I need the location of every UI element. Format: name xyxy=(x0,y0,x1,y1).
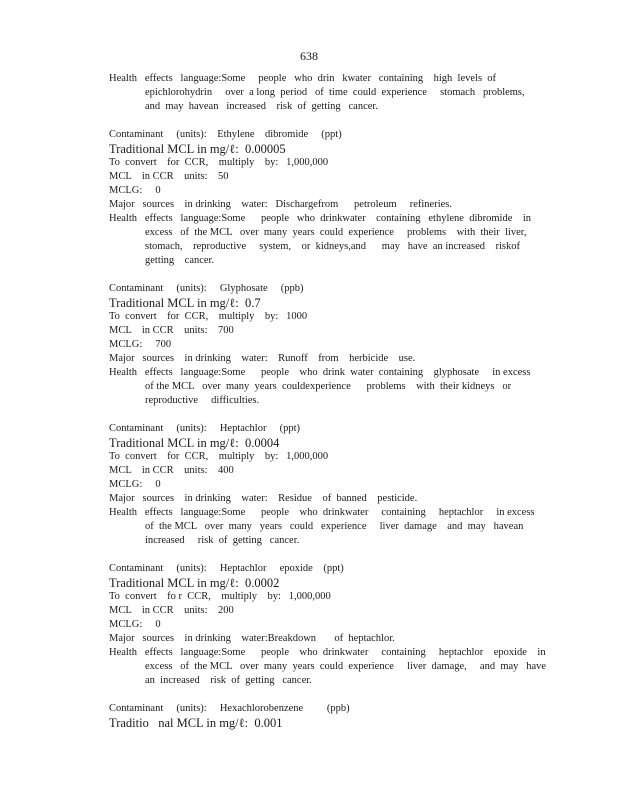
health-line: excess of the MCL over many years could experience liver damage, and may have xyxy=(145,661,547,672)
major-sources: Major sources in drinking water: Runoff from herbicide use. xyxy=(109,353,416,364)
contaminant-hexachlorobenzene xyxy=(109,702,549,730)
contaminant-name: Contaminant (units): Heptachlor epoxide (ppt) xyxy=(109,563,344,574)
contaminant-ethylene-dibromide xyxy=(109,128,549,268)
health-line: of the MCL over many years couldexperience problems with their kidneys or xyxy=(145,381,512,392)
convert-factor: To convert for CCR, multiply by: 1000 xyxy=(109,311,308,322)
mclg: MCLG: 0 xyxy=(109,479,161,490)
health-line: increased risk of getting cancer. xyxy=(145,535,300,546)
health-line: reproductive difficulties. xyxy=(145,395,260,406)
contaminant-glyphosate xyxy=(109,282,549,408)
contaminant-name: Contaminant (units): Ethylene dibromide (ppt) xyxy=(109,129,342,140)
mclg: MCLG: 0 xyxy=(109,185,161,196)
health-line: Health effects language:Some people who drin kwater containing high levels of xyxy=(109,73,497,84)
contaminant-heptachlor-epoxide xyxy=(109,562,549,688)
mclg: MCLG: 700 xyxy=(109,339,172,350)
contaminant-name: Contaminant (units): Glyphosate (ppb) xyxy=(109,283,304,294)
mcl-ccr-units: MCL in CCR units: 200 xyxy=(109,605,234,616)
health-line: stomach, reproductive system, or kidneys,and may have an increased riskof xyxy=(145,241,520,252)
document-body xyxy=(109,72,549,730)
mcl-ccr-units: MCL in CCR units: 700 xyxy=(109,325,234,336)
traditional-mcl: Traditional MCL in mg/ℓ: 0.0004 xyxy=(109,436,280,450)
health-line: epichlorohydrin over a long period of time could experience stomach problems, xyxy=(145,87,525,98)
convert-factor: To convert for CCR, multiply by: 1,000,000 xyxy=(109,451,329,462)
mcl-ccr-units: MCL in CCR units: 400 xyxy=(109,465,234,476)
health-line: Health effects language:Some people who drink water containing glyphosate in excess xyxy=(109,367,531,378)
traditional-mcl: Traditional MCL in mg/ℓ: 0.7 xyxy=(109,296,261,310)
contaminant-name: Contaminant (units): Heptachlor (ppt) xyxy=(109,423,301,434)
mcl-ccr-units: MCL in CCR units: 50 xyxy=(109,171,229,182)
health-line: and may havean increased risk of getting cancer. xyxy=(145,101,378,112)
convert-factor: To convert fo r CCR, multiply by: 1,000,000 xyxy=(109,591,331,602)
traditional-mcl: Traditional MCL in mg/ℓ: 0.00005 xyxy=(109,142,286,156)
major-sources: Major sources in drinking water: Dischargefrom petroleum refineries. xyxy=(109,199,453,210)
health-line: Health effects language:Some people who drinkwater containing heptachlor in excess xyxy=(109,507,535,518)
health-line: Health effects language:Some people who drinkwater containing ethylene dibromide in xyxy=(109,213,532,224)
health-effects-epichlorohydrin xyxy=(109,72,549,114)
mclg: MCLG: 0 xyxy=(109,619,161,630)
health-line: of the MCL over many years could experience liver damage and may havean xyxy=(145,521,524,532)
traditional-mcl: Traditional MCL in mg/ℓ: 0.0002 xyxy=(109,576,280,590)
traditional-mcl: Traditio nal MCL in mg/ℓ: 0.001 xyxy=(109,716,283,730)
major-sources: Major sources in drinking water: Residue of banned pesticide. xyxy=(109,493,418,504)
health-line: Health effects language:Some people who drinkwater containing heptachlor epoxide in xyxy=(109,647,546,658)
contaminant-heptachlor xyxy=(109,422,549,548)
page-number: 638 xyxy=(300,49,318,63)
health-line: getting cancer. xyxy=(145,255,215,266)
health-line: an increased risk of getting cancer. xyxy=(145,675,312,686)
health-line: excess of the MCL over many years could experience problems with their liver, xyxy=(145,227,527,238)
contaminant-name: Contaminant (units): Hexachlorobenzene (ppb) xyxy=(109,703,350,714)
major-sources: Major sources in drinking water:Breakdown of heptachlor. xyxy=(109,633,395,644)
convert-factor: To convert for CCR, multiply by: 1,000,000 xyxy=(109,157,329,168)
